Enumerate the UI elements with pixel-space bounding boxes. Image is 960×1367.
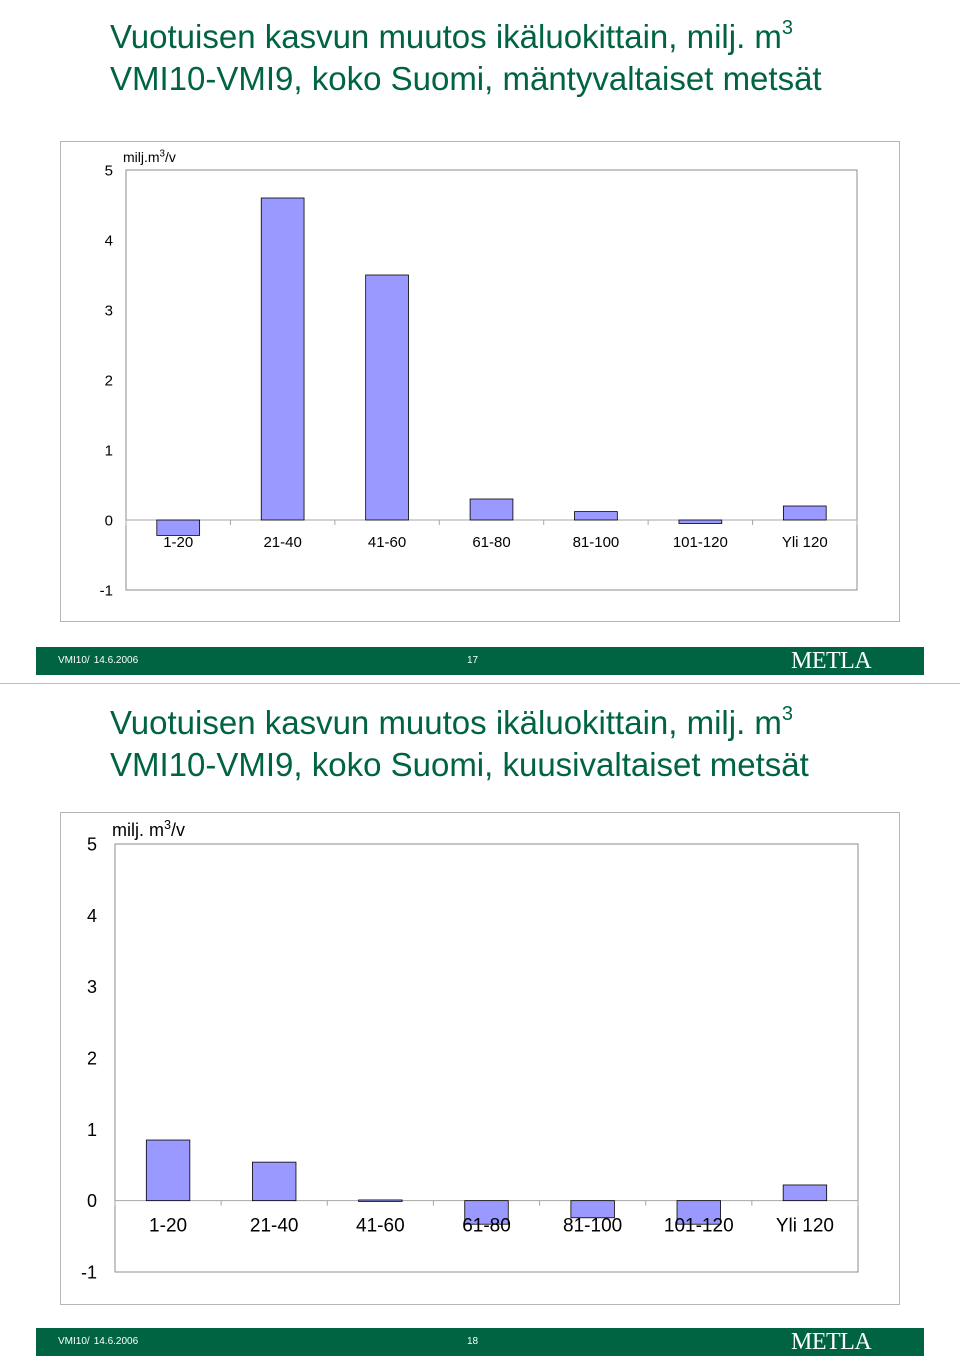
title-line-2: VMI10-VMI9, koko Suomi, mäntyvaltaiset metsät [110,60,822,97]
y-tick-label: 5 [86,834,97,855]
y-tick-label: 1 [86,1119,97,1140]
chart-frame [60,141,900,622]
bar-101-120 [679,520,722,524]
footer-bar [36,1328,924,1356]
y-tick-label: 3 [104,302,113,320]
bar-61-80 [470,499,513,520]
y-tick-label: 3 [86,977,97,998]
footer-date: VMI10/ 14.6.2006 [58,655,139,666]
slide-18 [0,684,960,1367]
bar-41-60 [359,1200,403,1202]
y-tick-label: 1 [104,442,113,460]
metla-logo: METLA [791,648,872,674]
bar-Yli 120 [783,506,826,520]
x-category-label: 41-60 [367,534,407,551]
plot-area [126,170,857,590]
x-category-label: 21-40 [249,1215,299,1237]
bar-21-40 [252,1162,296,1201]
y-tick-label: 5 [104,162,113,180]
title-line-1: Vuotuisen kasvun muutos ikäluokittain, milj. $m^3$ [110,17,794,55]
y-tick-label: -1 [80,1262,97,1283]
y-tick-label: 4 [86,905,97,926]
x-category-label: 81-100 [572,534,620,551]
slide-title [110,702,809,786]
metla-logo: METLA [791,1329,872,1355]
y-tick-label: 2 [104,372,113,390]
y-tick-label: 0 [86,1191,97,1212]
bar-1-20 [146,1140,190,1201]
bar-41-60 [366,275,409,520]
x-category-label: Yli 120 [775,1215,834,1237]
x-category-label: 101-120 [663,1215,734,1237]
footer-bar [36,647,924,675]
y-tick-label: 0 [104,512,113,530]
chart-frame [60,812,900,1305]
x-category-label: 1-20 [149,1215,188,1237]
x-category-label: 61-80 [462,1215,511,1237]
x-category-label: Yli 120 [781,534,828,551]
title-line-1: Vuotuisen kasvun muutos ikäluokittain, milj. $m^3$ [110,703,794,741]
page-number: 18 [467,1336,479,1347]
y-tick-label: 2 [86,1048,97,1069]
bar-chart-kuusivaltaiset [61,813,899,1304]
slide-title [110,16,822,100]
bar-81-100 [575,512,618,520]
x-category-label: 41-60 [356,1215,405,1237]
y-tick-label: -1 [99,582,113,600]
page-number: 17 [467,655,479,666]
bar-Yli 120 [783,1185,827,1201]
y-unit-label: milj. $m^3/v$ [112,817,186,840]
bar-21-40 [261,198,304,520]
y-unit-label: $milj.m^3/v$ [123,148,176,165]
title-superscript: 3 [781,17,794,39]
x-category-label: 81-100 [563,1215,623,1237]
y-tick-label: 4 [104,232,113,250]
bar-chart-mantyvaltaiset [61,142,899,621]
x-category-label: 101-120 [672,534,728,551]
x-category-label: 21-40 [263,534,302,551]
title-line-2: VMI10-VMI9, koko Suomi, kuusivaltaiset metsät [110,746,809,783]
x-category-label: 1-20 [163,534,194,551]
title-superscript: 3 [781,703,794,725]
x-category-label: 61-80 [472,534,511,551]
footer-date: VMI10/ 14.6.2006 [58,1336,139,1347]
